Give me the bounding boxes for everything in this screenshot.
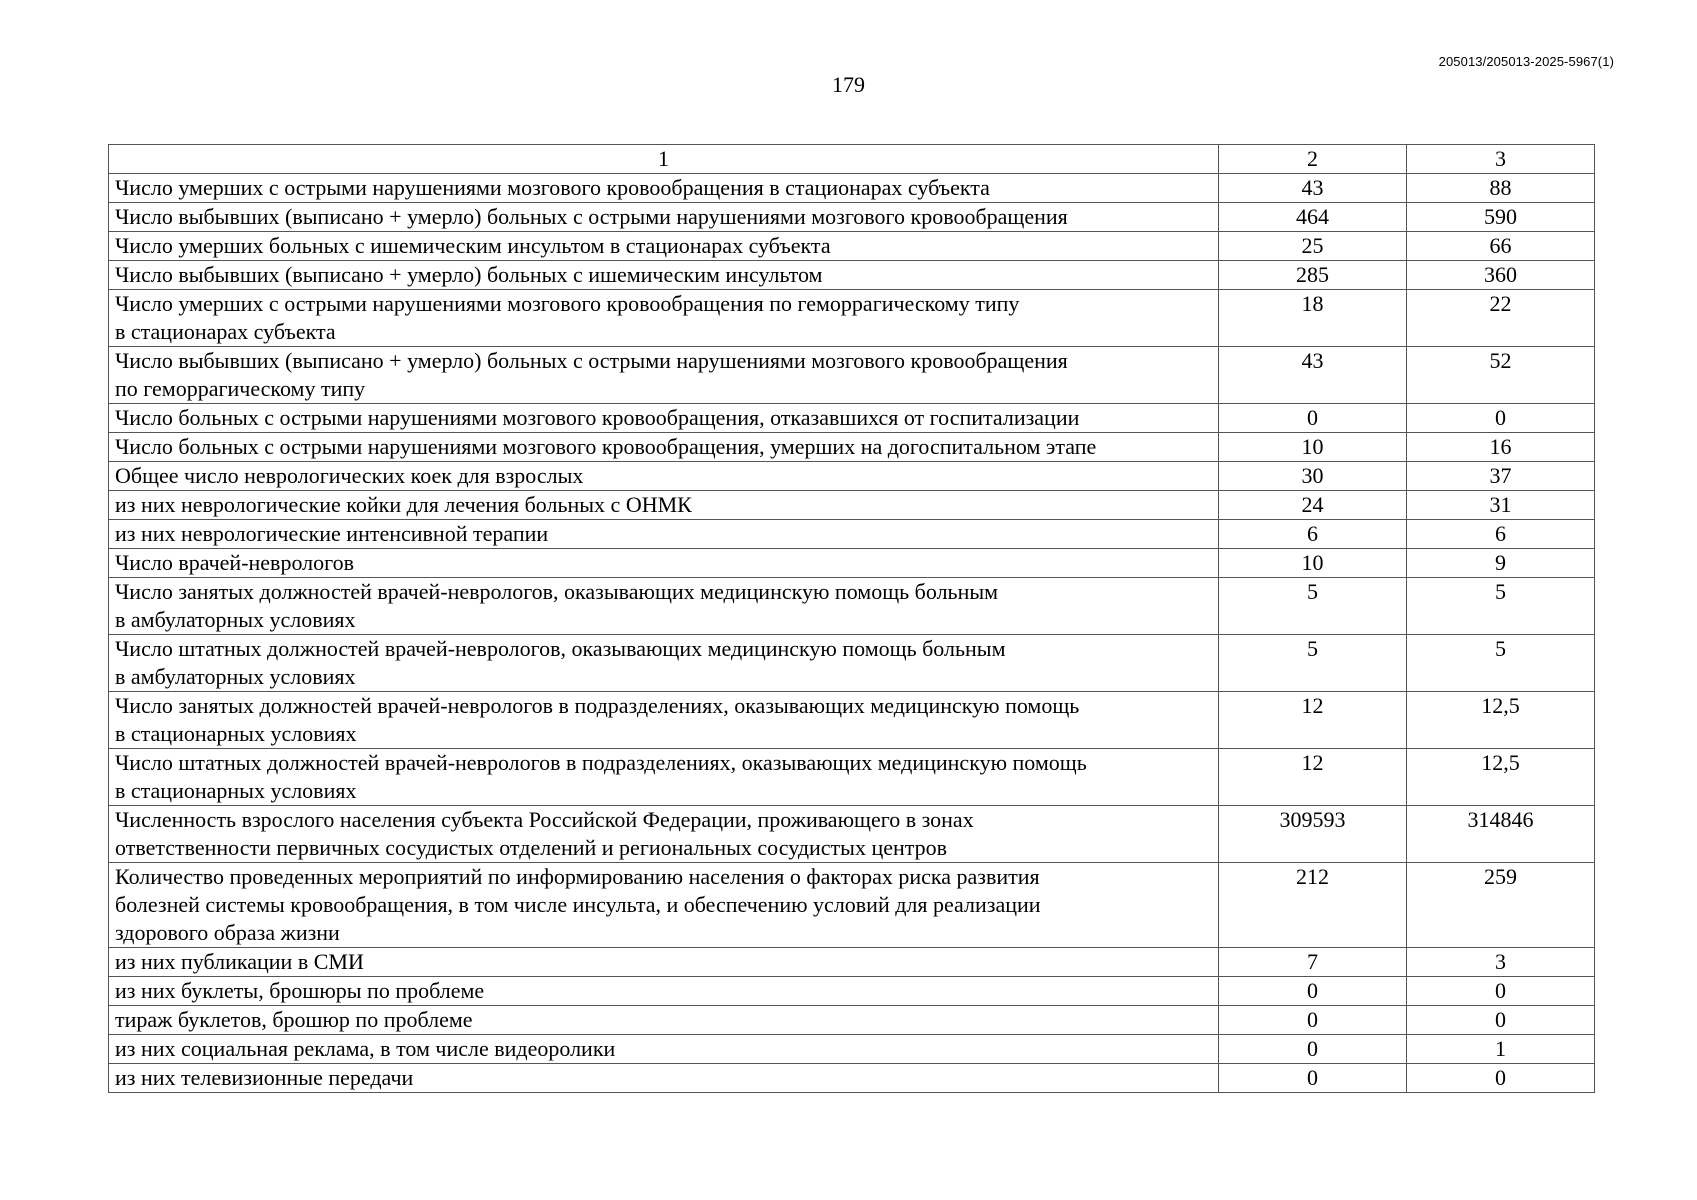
row-value-col-2: 7 bbox=[1219, 948, 1407, 977]
row-value-col-2: 12 bbox=[1219, 749, 1407, 806]
row-value-col-2: 12 bbox=[1219, 692, 1407, 749]
table-row bbox=[109, 520, 1595, 549]
row-value-col-2: 25 bbox=[1219, 232, 1407, 261]
table-row bbox=[109, 549, 1595, 578]
row-value-col-3: 1 bbox=[1407, 1035, 1595, 1064]
table-row bbox=[109, 977, 1595, 1006]
row-value-col-2: 10 bbox=[1219, 433, 1407, 462]
row-value-col-2: 5 bbox=[1219, 635, 1407, 692]
row-label: из них публикации в СМИ bbox=[109, 948, 1219, 977]
row-value-col-2: 0 bbox=[1219, 977, 1407, 1006]
table-row bbox=[109, 749, 1595, 806]
row-value-col-3: 5 bbox=[1407, 578, 1595, 635]
row-value-col-3: 0 bbox=[1407, 1006, 1595, 1035]
table-row bbox=[109, 806, 1595, 863]
row-value-col-2: 6 bbox=[1219, 520, 1407, 549]
table-row bbox=[109, 433, 1595, 462]
row-value-col-2: 464 bbox=[1219, 203, 1407, 232]
row-label: Число больных с острыми нарушениями мозгового кровообращения, отказавшихся от госпитализации bbox=[109, 404, 1219, 433]
row-label: тираж буклетов, брошюр по проблеме bbox=[109, 1006, 1219, 1035]
row-value-col-3: 37 bbox=[1407, 462, 1595, 491]
row-value-col-3: 88 bbox=[1407, 174, 1595, 203]
row-value-col-3: 9 bbox=[1407, 549, 1595, 578]
row-value-col-3: 360 bbox=[1407, 261, 1595, 290]
table-row bbox=[109, 404, 1595, 433]
row-value-col-2: 5 bbox=[1219, 578, 1407, 635]
row-label: Число штатных должностей врачей-неврологов в подразделениях, оказывающих медицинскую помощь в стационарных условиях bbox=[109, 749, 1219, 806]
row-value-col-2: 43 bbox=[1219, 174, 1407, 203]
row-value-col-2: 10 bbox=[1219, 549, 1407, 578]
row-value-col-3: 52 bbox=[1407, 347, 1595, 404]
row-value-col-2: 43 bbox=[1219, 347, 1407, 404]
table-body bbox=[109, 174, 1595, 1093]
row-label: Число врачей-неврологов bbox=[109, 549, 1219, 578]
document-id: 205013/205013-2025-5967(1) bbox=[1438, 54, 1614, 69]
row-label: из них неврологические койки для лечения больных с ОНМК bbox=[109, 491, 1219, 520]
row-label: Число выбывших (выписано + умерло) больных с ишемическим инсультом bbox=[109, 261, 1219, 290]
row-value-col-3: 0 bbox=[1407, 977, 1595, 1006]
row-value-col-3: 12,5 bbox=[1407, 692, 1595, 749]
row-label: Число больных с острыми нарушениями мозгового кровообращения, умерших на догоспитальном этапе bbox=[109, 433, 1219, 462]
row-value-col-3: 259 bbox=[1407, 863, 1595, 948]
row-label: Число выбывших (выписано + умерло) больных с острыми нарушениями мозгового кровообращения по геморрагическому типу bbox=[109, 347, 1219, 404]
row-value-col-3: 6 bbox=[1407, 520, 1595, 549]
row-value-col-2: 285 bbox=[1219, 261, 1407, 290]
row-value-col-3: 5 bbox=[1407, 635, 1595, 692]
table-row bbox=[109, 1035, 1595, 1064]
row-value-col-3: 0 bbox=[1407, 1064, 1595, 1093]
row-value-col-2: 309593 bbox=[1219, 806, 1407, 863]
table-row bbox=[109, 347, 1595, 404]
table-row bbox=[109, 1006, 1595, 1035]
data-table bbox=[108, 144, 1595, 1093]
row-label: Число умерших с острыми нарушениями мозгового кровообращения в стационарах субъекта bbox=[109, 174, 1219, 203]
row-value-col-3: 22 bbox=[1407, 290, 1595, 347]
table-row bbox=[109, 863, 1595, 948]
row-value-col-3: 590 bbox=[1407, 203, 1595, 232]
table-row bbox=[109, 491, 1595, 520]
row-value-col-3: 314846 bbox=[1407, 806, 1595, 863]
row-label: Количество проведенных мероприятий по информированию населения о факторах риска развития болезней системы кровообращения, в том числе инсульта, и обеспечению условий для реализации здорового образа жизни bbox=[109, 863, 1219, 948]
table-row bbox=[109, 261, 1595, 290]
row-label: из них буклеты, брошюры по проблеме bbox=[109, 977, 1219, 1006]
row-value-col-3: 66 bbox=[1407, 232, 1595, 261]
table-row bbox=[109, 948, 1595, 977]
table-row bbox=[109, 578, 1595, 635]
row-value-col-3: 31 bbox=[1407, 491, 1595, 520]
header-row bbox=[109, 145, 1595, 174]
row-value-col-2: 24 bbox=[1219, 491, 1407, 520]
row-label: Число выбывших (выписано + умерло) больных с острыми нарушениями мозгового кровообращения bbox=[109, 203, 1219, 232]
table-row bbox=[109, 1064, 1595, 1093]
row-value-col-2: 0 bbox=[1219, 404, 1407, 433]
table-row bbox=[109, 692, 1595, 749]
row-value-col-3: 3 bbox=[1407, 948, 1595, 977]
row-value-col-2: 18 bbox=[1219, 290, 1407, 347]
table-row bbox=[109, 174, 1595, 203]
row-value-col-2: 0 bbox=[1219, 1035, 1407, 1064]
row-label: из них социальная реклама, в том числе видеоролики bbox=[109, 1035, 1219, 1064]
row-value-col-2: 0 bbox=[1219, 1006, 1407, 1035]
row-label: Численность взрослого населения субъекта Российской Федерации, проживающего в зонах ответственности первичных сосудистых отделений и региональных сосудистых центров bbox=[109, 806, 1219, 863]
page-number: 179 bbox=[832, 72, 865, 97]
header-col-2: 2 bbox=[1219, 145, 1407, 174]
row-label: Число умерших с острыми нарушениями мозгового кровообращения по геморрагическому типу в стационарах субъекта bbox=[109, 290, 1219, 347]
table-row bbox=[109, 203, 1595, 232]
table-row bbox=[109, 290, 1595, 347]
row-label: Число занятых должностей врачей-неврологов в подразделениях, оказывающих медицинскую помощь в стационарных условиях bbox=[109, 692, 1219, 749]
row-label: из них неврологические интенсивной терапии bbox=[109, 520, 1219, 549]
row-label: Число умерших больных с ишемическим инсультом в стационарах субъекта bbox=[109, 232, 1219, 261]
table-row bbox=[109, 232, 1595, 261]
row-value-col-3: 16 bbox=[1407, 433, 1595, 462]
row-value-col-3: 0 bbox=[1407, 404, 1595, 433]
row-label: из них телевизионные передачи bbox=[109, 1064, 1219, 1093]
header-col-3: 3 bbox=[1407, 145, 1595, 174]
table-row bbox=[109, 462, 1595, 491]
row-label: Число занятых должностей врачей-неврологов, оказывающих медицинскую помощь больным в амбулаторных условиях bbox=[109, 578, 1219, 635]
row-label: Общее число неврологических коек для взрослых bbox=[109, 462, 1219, 491]
row-label: Число штатных должностей врачей-неврологов, оказывающих медицинскую помощь больным в амбулаторных условиях bbox=[109, 635, 1219, 692]
header-col-1: 1 bbox=[109, 145, 1219, 174]
row-value-col-2: 30 bbox=[1219, 462, 1407, 491]
row-value-col-2: 0 bbox=[1219, 1064, 1407, 1093]
row-value-col-3: 12,5 bbox=[1407, 749, 1595, 806]
row-value-col-2: 212 bbox=[1219, 863, 1407, 948]
table-row bbox=[109, 635, 1595, 692]
table-header bbox=[109, 145, 1595, 174]
